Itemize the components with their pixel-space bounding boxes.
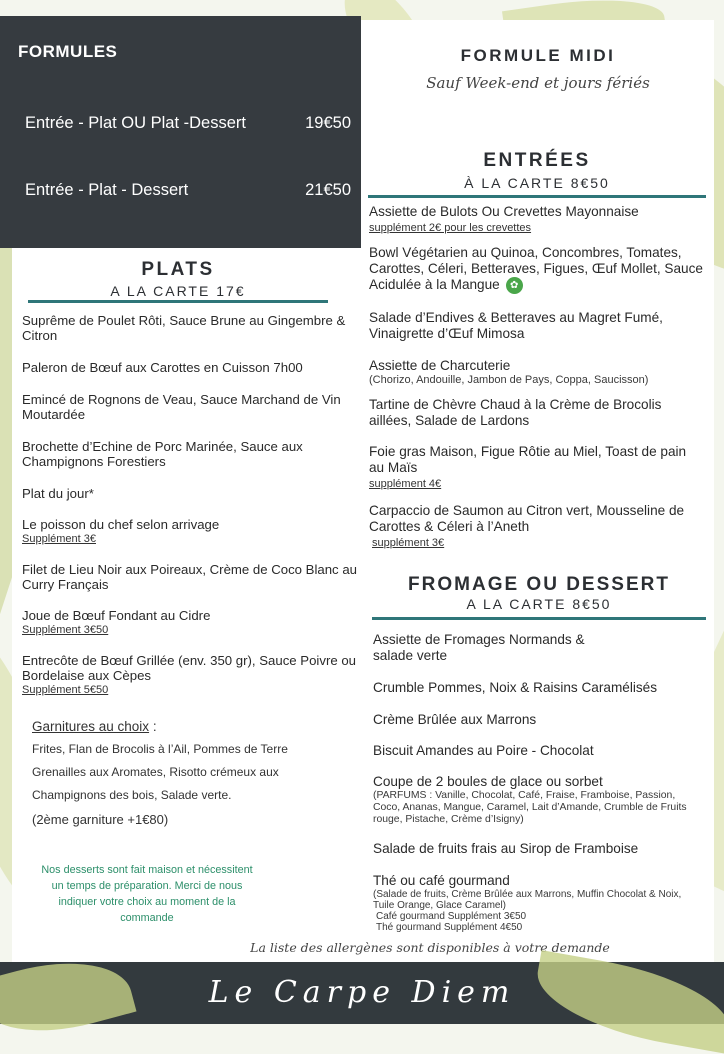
plat-name: Joue de Bœuf Fondant au Cidre (22, 608, 211, 623)
desserts-note: Nos desserts sont fait maison et nécessitent un temps de préparation. Merci de nous indiquer votre choix au moment de la commande (41, 864, 253, 924)
plat-item (22, 360, 362, 375)
plat-name: Paleron de Bœuf aux Carottes en Cuisson 7h00 (22, 360, 303, 375)
plat-item (22, 486, 337, 501)
dessert-name: Coupe de 2 boules de glace ou sorbet (373, 774, 603, 789)
dessert-item (373, 774, 703, 826)
plat-name: Plat du jour* (22, 486, 94, 501)
plat-name: Suprême de Poulet Rôti, Sauce Brune au Gingembre & Citron (22, 313, 346, 343)
garnitures-colon: : (149, 719, 157, 734)
plat-item (22, 517, 347, 547)
restaurant-name: Le Carpe Diem (208, 975, 516, 1010)
entree-name: Foie gras Maison, Figue Rôtie au Miel, Toast de pain au Maïs (369, 444, 687, 475)
entree-item (369, 245, 704, 294)
gourmand-supplement: Thé gourmand Supplément 4€50 (376, 922, 523, 933)
garnitures-line: Grenailles aux Aromates, Risotto crémeux aux (32, 765, 279, 779)
entree-name: Assiette de Bulots Ou Crevettes Mayonnaise (369, 204, 639, 219)
desserts-subtitle: A LA CARTE 8€50 (466, 596, 612, 612)
dessert-detail: (Salade de fruits, Crème Brûlée aux Marrons, Muffin Chocolat & Noix, Tuile Orange, Glace Caramel) (373, 889, 682, 911)
dessert-name: Biscuit Amandes au Poire - Chocolat (373, 743, 594, 758)
dessert-item (373, 873, 703, 933)
plat-supplement: Supplément 3€ (22, 533, 96, 545)
entree-name: Tartine de Chèvre Chaud à la Crème de Brocolis aillées, Salade de Lardons (369, 397, 662, 428)
plat-item (22, 313, 347, 343)
dessert-name: Crumble Pommes, Noix & Raisins Caramélisés (373, 680, 658, 695)
plats-title: PLATS (141, 259, 215, 280)
entree-item (369, 358, 704, 386)
dessert-name: Thé ou café gourmand (373, 873, 510, 888)
garnitures-line: Champignons des bois, Salade verte. (32, 788, 232, 802)
plat-supplement: Supplément 5€50 (22, 684, 109, 696)
plat-item (22, 608, 347, 638)
plat-name: Filet de Lieu Noir aux Poireaux, Crème de Coco Blanc au Curry Français (22, 562, 357, 592)
entree-supplement: supplément 4€ (369, 478, 442, 490)
dessert-name: Crème Brûlée aux Marrons (373, 712, 537, 727)
plat-name: Brochette d’Echine de Porc Marinée, Sauce aux Champignons Forestiers (22, 439, 303, 469)
entree-item (369, 204, 704, 236)
entree-detail: (Chorizo, Andouille, Jambon de Pays, Coppa, Saucisson) (369, 374, 649, 386)
entree-supplement: supplément 2€ pour les crevettes (369, 222, 532, 234)
allergens-note: La liste des allergènes sont disponibles à votre demande (250, 940, 610, 955)
entree-name: Carpaccio de Saumon au Citron vert, Mousseline de Carottes & Céleri à l’Aneth (369, 503, 685, 534)
garnitures-heading (32, 715, 342, 738)
garnitures-title: Garnitures au choix (32, 719, 150, 734)
entree-supplement: supplément 3€ (372, 537, 445, 549)
formule-label: Entrée - Plat - Dessert (25, 181, 189, 199)
plat-name: Entrecôte de Bœuf Grillée (env. 350 gr), Sauce Poivre ou Bordelaise aux Cèpes (22, 653, 357, 683)
plats-divider (28, 300, 328, 303)
dessert-item (373, 841, 708, 857)
formule-midi-title: FORMULE MIDI (460, 46, 616, 65)
plat-item (22, 653, 357, 698)
dessert-item (373, 712, 708, 728)
plat-item (22, 392, 352, 422)
entree-name: Salade d’Endives & Betteraves au Magret Fumé, Vinaigrette d’Œuf Mimosa (369, 310, 663, 341)
vegetarian-leaf-icon: ✿ (506, 277, 523, 294)
plat-name: Emincé de Rognons de Veau, Sauce Marchand de Vin Moutardée (22, 392, 341, 422)
plats-subtitle: A LA CARTE 17€ (110, 283, 246, 299)
entree-name: Bowl Végétarien au Quinoa, Concombres, Tomates, Carottes, Céleri, Betteraves, Figues, Œuf Mollet, Sauce Acidulée à la Mangue (369, 245, 703, 293)
formule-row (25, 181, 351, 200)
entree-item (369, 503, 699, 551)
garnitures-extra: (2ème garniture +1€80) (32, 812, 169, 827)
entree-item (369, 444, 704, 492)
plat-item (22, 562, 362, 592)
dessert-item (373, 743, 708, 759)
formule-price: 19€50 (305, 114, 351, 132)
gourmand-supplement: Café gourmand Supplément 3€50 (376, 911, 527, 922)
formules-title: FORMULES (18, 42, 118, 61)
dessert-item (373, 632, 623, 664)
entree-name: Assiette de Charcuterie (369, 358, 511, 373)
entree-item (369, 397, 669, 429)
dessert-item (373, 680, 708, 696)
formule-price: 21€50 (305, 181, 351, 199)
formule-midi-subtitle: Sauf Week-end et jours fériés (426, 74, 650, 92)
formule-label: Entrée - Plat OU Plat -Dessert (25, 114, 246, 132)
plat-name: Le poisson du chef selon arrivage (22, 517, 220, 532)
entrees-title: ENTRÉES (483, 150, 591, 171)
entrees-divider (368, 195, 706, 198)
dessert-name: Assiette de Fromages Normands & salade verte (373, 632, 585, 663)
entrees-subtitle: À LA CARTE 8€50 (464, 175, 610, 191)
entree-item (369, 310, 669, 342)
desserts-divider (372, 617, 706, 620)
plat-item (22, 439, 337, 469)
garnitures-line: Frites, Flan de Brocolis à l’Ail, Pommes de Terre (32, 742, 288, 756)
dessert-name: Salade de fruits frais au Sirop de Framboise (373, 841, 639, 856)
formule-row (25, 114, 351, 133)
plat-supplement: Supplément 3€50 (22, 624, 109, 636)
formules-box (0, 16, 361, 248)
desserts-title: FROMAGE OU DESSERT (408, 574, 670, 595)
dessert-detail: (PARFUMS : Vanille, Chocolat, Café, Fraise, Framboise, Passion, Coco, Ananas, Mangue, Caramel, Lait d’Amande, Crumble de Fruits rouge, Pistache, Crème d’Isigny) (373, 790, 687, 825)
